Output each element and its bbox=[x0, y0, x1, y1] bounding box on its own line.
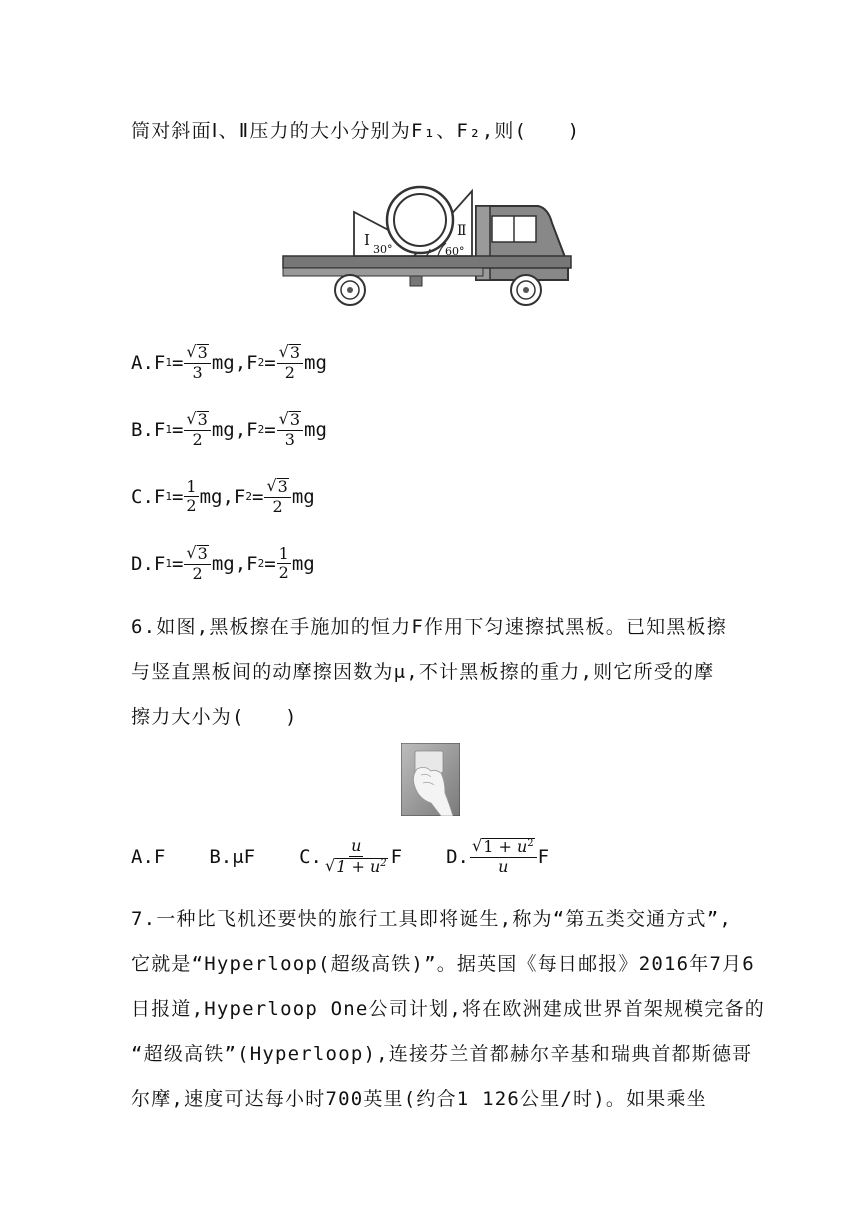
q6-line-1: 6.如图,黑板擦在手施加的恒力F作用下匀速擦拭黑板。已知黑板擦 bbox=[131, 616, 727, 638]
incline-i-label: I bbox=[364, 231, 370, 249]
q6-option-d: D. bbox=[446, 845, 469, 868]
wheel-rear bbox=[335, 275, 365, 305]
q7-line-2: 它就是“Hyperloop(超级高铁)”。据英国《每日邮报》2016年7月6 bbox=[131, 953, 755, 975]
incline-ii-angle: 60° bbox=[445, 245, 465, 258]
q5-option-c: C. F 1 = $\frac{1}{2}$ mg,F 2 = √ 3 2 mg bbox=[131, 476, 315, 516]
eraser-hand-photo bbox=[401, 743, 460, 816]
q5-text: 筒对斜面Ⅰ、Ⅱ压力的大小分别为F₁、F₂,则( ) bbox=[131, 120, 581, 142]
q5-option-b: B. F 1 = √ 3 2 mg,F 2 = √ 3 3 mg bbox=[131, 409, 327, 449]
incline-ii-label: Ⅱ bbox=[457, 223, 467, 239]
q7-line-5: 尔摩,速度可达每小时700英里(约合1 126公里/时)。如果乘坐 bbox=[131, 1088, 707, 1110]
incline-i-angle: 30° bbox=[373, 243, 393, 256]
q6-options: A.F B.μF C. u √ $1 + u^2$ F D. √ $1 + u^2$ u F bbox=[131, 836, 550, 876]
q5-option-d: D. F 1 = √ 3 2 mg,F 2 = $\frac{1}{2}$ mg bbox=[131, 543, 315, 583]
q6-line-3: 擦力大小为( ) bbox=[131, 706, 298, 728]
q7-line-3: 日报道,Hyperloop One公司计划,将在欧洲建成世界首架规模完备的 bbox=[131, 998, 765, 1020]
q7-line-1: 7.一种比飞机还要快的旅行工具即将诞生,称为“第五类交通方式”, bbox=[131, 908, 733, 930]
q7-line-4: “超级高铁”(Hyperloop),连接芬兰首都赫尔辛基和瑞典首都斯德哥 bbox=[131, 1043, 753, 1065]
q6-option-a: A.F bbox=[131, 845, 166, 868]
q5-option-a: A. F 1 = √ 3 3 mg,F 2 = √ 3 2 mg bbox=[131, 342, 327, 382]
q6-line-2: 与竖直黑板间的动摩擦因数为μ,不计黑板擦的重力,则它所受的摩 bbox=[131, 661, 715, 683]
q6-option-b: B.μF bbox=[209, 845, 256, 868]
truck-figure bbox=[280, 183, 576, 308]
wheel-front bbox=[511, 275, 541, 305]
q6-option-c: C. bbox=[299, 845, 322, 868]
